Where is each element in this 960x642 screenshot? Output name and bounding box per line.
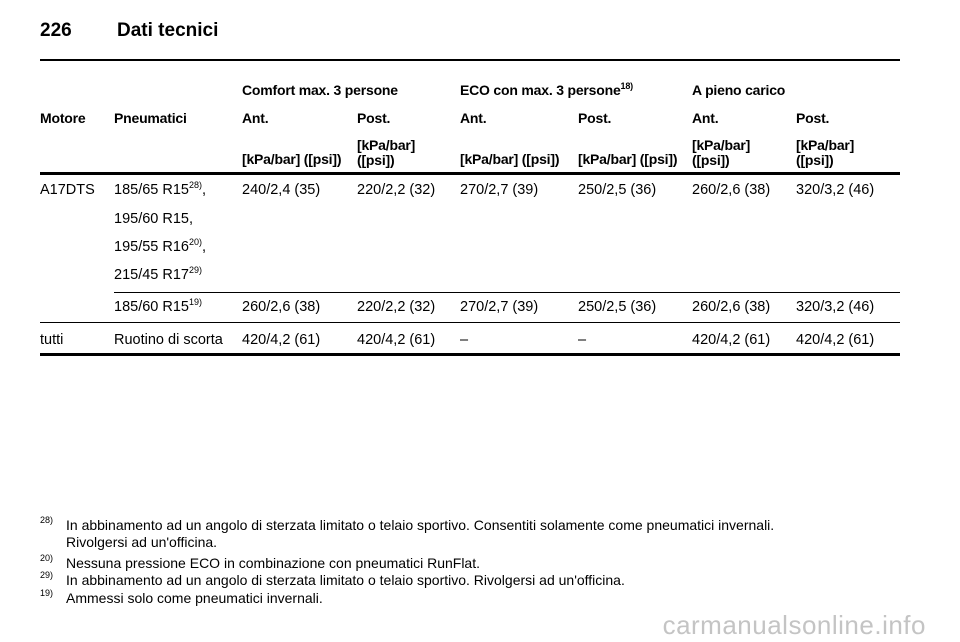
page-number: 226	[40, 20, 72, 41]
group-header-eco	[460, 82, 633, 98]
col-header-eco-ant: Ant.	[460, 110, 487, 126]
footnote-text: Nessuna pressione ECO in combinazione con pneumatici RunFlat.	[66, 555, 480, 571]
row1-full-post: 320/3,2 (46)	[796, 182, 875, 198]
row1-eco-ant: 270/2,7 (39)	[460, 182, 539, 198]
tyre-size: 215/45 R17	[114, 267, 189, 283]
row1-tyre-2: 195/60 R15,	[114, 211, 194, 227]
page-title: Dati tecnici	[117, 20, 219, 41]
col-header-comfort-ant: Ant.	[242, 110, 269, 126]
tyre-size: 185/65 R15	[114, 182, 189, 198]
row-divider	[114, 292, 900, 293]
unit-header-comfort-ant: [kPa/bar] ([psi])	[242, 151, 342, 167]
row3-comfort-ant: 420/4,2 (61)	[242, 332, 321, 348]
row1-tyre-3	[114, 239, 206, 255]
row1-full-ant: 260/2,6 (38)	[692, 182, 771, 198]
tyre-size: 185/60 R15	[114, 299, 189, 315]
row1-eco-post: 250/2,5 (36)	[578, 182, 657, 198]
unit-header-full-post-1: [kPa/bar]	[796, 137, 855, 153]
footnote-mark: 28)	[40, 515, 54, 525]
row2-eco-ant: 270/2,7 (39)	[460, 299, 539, 315]
table-header-rule	[40, 172, 900, 175]
row1-tyre-1	[114, 182, 206, 198]
footnote-mark: 29)	[40, 570, 54, 580]
watermark: carmanualsonline.info	[662, 610, 926, 640]
group-header-comfort: Comfort max. 3 persone	[242, 82, 398, 98]
row3-comfort-post: 420/4,2 (61)	[357, 332, 436, 348]
row3-full-post: 420/4,2 (61)	[796, 332, 875, 348]
tyre-footnote-ref: 29)	[188, 265, 202, 275]
footnote-text: In abbinamento ad un angolo di sterzata limitato o telaio sportivo. Consentiti solamente come pneumatici invernali.	[66, 517, 775, 533]
page-header	[40, 20, 218, 42]
row2-full-post: 320/3,2 (46)	[796, 299, 875, 315]
row1-comfort-ant: 240/2,4 (35)	[242, 182, 321, 198]
tyre-footnote-ref: 28)	[188, 180, 202, 190]
tyre-footnote-ref: 20)	[188, 237, 202, 247]
col-header-eco-post: Post.	[578, 110, 612, 126]
tyre-suffix: ,	[202, 239, 207, 255]
row3-tyre-1: Ruotino di scorta	[114, 332, 223, 348]
col-header-comfort-post: Post.	[357, 110, 391, 126]
col-header-full-ant: Ant.	[692, 110, 719, 126]
col-header-full-post: Post.	[796, 110, 830, 126]
row3-full-ant: 420/4,2 (61)	[692, 332, 771, 348]
header-rule	[40, 59, 900, 61]
row1-tyre-4	[114, 267, 202, 283]
group-header-full-load: A pieno carico	[692, 82, 786, 98]
row-divider	[40, 322, 900, 323]
footnote-text: Ammessi solo come pneumatici invernali.	[66, 590, 323, 606]
tyre-suffix: ,	[202, 182, 207, 198]
tyre-size: 195/55 R16	[114, 239, 189, 255]
tyre-footnote-ref: 19)	[188, 297, 202, 307]
footnote-text-cont: Rivolgersi ad un'officina.	[66, 534, 218, 550]
group-header-eco-text: ECO con max. 3 persone	[460, 82, 621, 98]
row3-eco-post: –	[578, 332, 587, 348]
col-header-motore: Motore	[40, 110, 86, 126]
unit-header-comfort-post-2: ([psi])	[357, 152, 395, 168]
row2-tyre-1	[114, 299, 202, 315]
footnote-mark: 20)	[40, 553, 54, 563]
group-header-eco-footnote-ref: 18)	[620, 81, 633, 91]
unit-header-comfort-post-1: [kPa/bar]	[357, 137, 416, 153]
table-bottom-rule	[40, 353, 900, 356]
row2-comfort-post: 220/2,2 (32)	[357, 299, 436, 315]
unit-header-eco-ant: [kPa/bar] ([psi])	[460, 151, 560, 167]
unit-header-full-post-2: ([psi])	[796, 152, 834, 168]
row3-motore: tutti	[40, 332, 64, 348]
row2-eco-post: 250/2,5 (36)	[578, 299, 657, 315]
footnote-mark: 19)	[40, 588, 54, 598]
row1-comfort-post: 220/2,2 (32)	[357, 182, 436, 198]
unit-header-full-ant-2: ([psi])	[692, 152, 730, 168]
row2-full-ant: 260/2,6 (38)	[692, 299, 771, 315]
row3-eco-ant: –	[460, 332, 469, 348]
row1-motore: A17DTS	[40, 182, 95, 198]
footnote-text: In abbinamento ad un angolo di sterzata limitato o telaio sportivo. Rivolgersi ad un'officina.	[66, 572, 625, 588]
unit-header-full-ant-1: [kPa/bar]	[692, 137, 751, 153]
col-header-pneumatici: Pneumatici	[114, 110, 187, 126]
row2-comfort-ant: 260/2,6 (38)	[242, 299, 321, 315]
unit-header-eco-post: [kPa/bar] ([psi])	[578, 151, 678, 167]
